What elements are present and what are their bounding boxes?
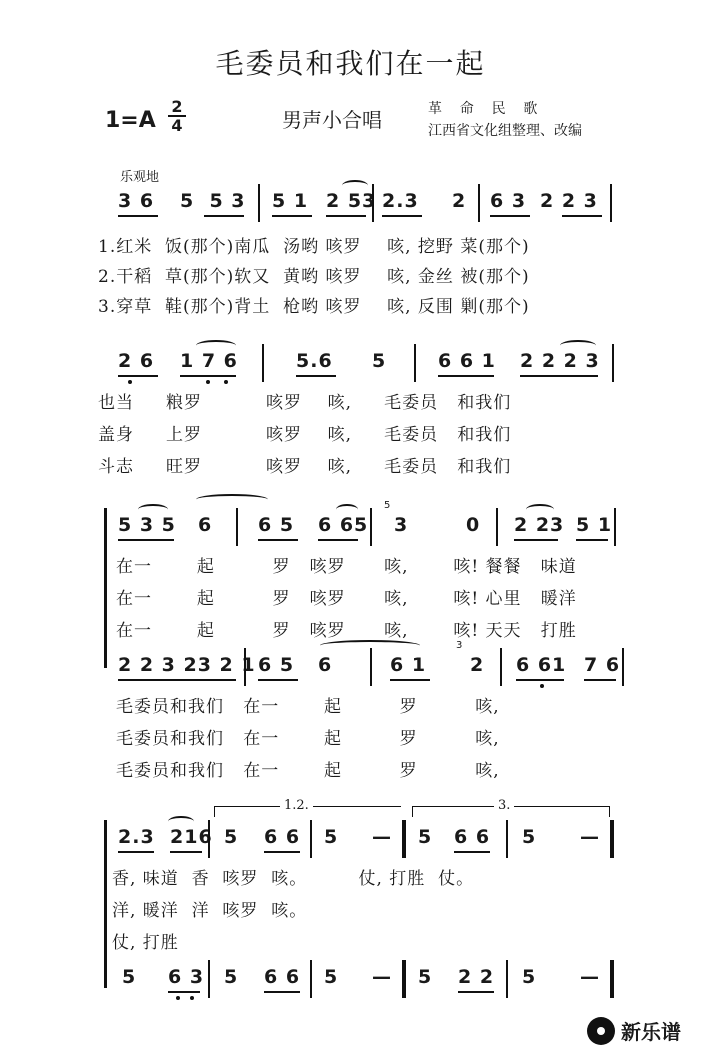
note-group: 6 5	[258, 514, 295, 536]
note-group: —	[372, 826, 392, 848]
note-group: 5	[122, 966, 137, 988]
note-group: 5.6	[296, 350, 333, 372]
note-group: 216	[170, 826, 213, 848]
note-group: 3 6	[118, 190, 155, 212]
note-group: 7 6	[584, 654, 621, 676]
grace-note: 3	[456, 640, 463, 651]
note-group: 5	[418, 826, 433, 848]
disc-icon	[587, 1017, 615, 1045]
note-group: 2 6	[118, 350, 155, 372]
note-group: 5 5 3	[180, 190, 246, 212]
underline	[204, 215, 244, 217]
barline	[496, 508, 498, 546]
lyric-line: 仗, 打胜	[112, 933, 179, 953]
barline	[208, 820, 210, 858]
volta-label-third: 3.	[494, 798, 514, 813]
slur	[168, 816, 194, 827]
slur	[196, 494, 268, 505]
final-barline	[610, 960, 614, 998]
note-group: 6 6	[264, 966, 301, 988]
slur	[336, 504, 358, 515]
note-group: 2 2 2 3	[520, 350, 600, 372]
lyric-line: 3.穿草 鞋(那个)背土 枪哟 咳罗 咳, 反围 剿(那个)	[98, 297, 530, 317]
barline	[372, 184, 374, 222]
slur	[526, 504, 554, 515]
lyric-line: 毛委员和我们 在一 起 罗 咳,	[116, 697, 500, 717]
underline	[258, 539, 298, 541]
note-group: 5	[324, 826, 339, 848]
watermark-text: 新乐谱	[621, 1020, 681, 1044]
underline	[296, 375, 336, 377]
note-group: 1 7 6	[180, 350, 238, 372]
lyric-line: 2.干稻 草(那个)软又 黄哟 咳罗 咳, 金丝 被(那个)	[98, 267, 530, 287]
low-octave-dot	[128, 380, 132, 384]
time-signature-top: 2	[171, 97, 183, 116]
low-octave-dot	[540, 684, 544, 688]
lyric-line: 洋, 暖洋 洋 咳罗 咳。	[112, 901, 308, 921]
note-group: 2 2 3	[540, 190, 598, 212]
notation-row-1	[0, 190, 701, 224]
underline	[454, 851, 490, 853]
underline	[118, 539, 174, 541]
barline	[258, 184, 260, 222]
note-group: 6 61	[516, 654, 567, 676]
barline	[506, 820, 508, 858]
lyric-line: 斗志 旺罗 咳罗 咳, 毛委员 和我们	[98, 457, 512, 477]
underline	[180, 375, 236, 377]
notation-row-5	[0, 826, 701, 860]
barline	[506, 960, 508, 998]
barline	[310, 820, 312, 858]
underline	[170, 851, 202, 853]
note-group: 2.3	[382, 190, 419, 212]
underline	[438, 375, 494, 377]
underline	[562, 215, 602, 217]
performance-form: 男声小合唱	[282, 108, 382, 132]
lyric-line: 在一 起 罗 咳罗 咳, 咳! 心里 暖洋	[116, 589, 577, 609]
underline	[118, 215, 158, 217]
low-octave-dot	[190, 996, 194, 1000]
note-group: 5	[224, 966, 239, 988]
note-group: 6 65	[318, 514, 369, 536]
time-signature	[168, 98, 186, 134]
underline	[258, 679, 298, 681]
key-signature: 1=A	[105, 108, 156, 133]
underline	[118, 679, 236, 681]
underline	[168, 991, 200, 993]
note-group: 6 3	[490, 190, 527, 212]
low-octave-dot	[224, 380, 228, 384]
note-group: 6 1	[390, 654, 427, 676]
note-group: 5 1	[272, 190, 309, 212]
underline	[326, 215, 366, 217]
notation-row-2	[0, 350, 701, 384]
volta-label-first: 1.2.	[280, 798, 313, 813]
underline	[118, 375, 158, 377]
note-group: 2 53	[326, 190, 377, 212]
slur	[560, 340, 596, 351]
note-group: 6	[198, 514, 213, 536]
note-group: 5	[324, 966, 339, 988]
note-group: 5	[522, 826, 537, 848]
slur	[196, 340, 236, 351]
note-group: 2.3	[118, 826, 155, 848]
notation-row-3	[0, 500, 701, 548]
note-group: 5	[418, 966, 433, 988]
note-group: 5 3 5	[118, 514, 176, 536]
note-group: 2	[452, 190, 467, 212]
notation-row-4	[0, 640, 701, 688]
underline	[264, 851, 300, 853]
lyric-line: 毛委员和我们 在一 起 罗 咳,	[116, 761, 500, 781]
barline	[622, 648, 624, 686]
lyric-line: 毛委员和我们 在一 起 罗 咳,	[116, 729, 500, 749]
note-group: 2 2 3 23 2 1	[118, 654, 256, 676]
lyric-line: 在一 起 罗 咳罗 咳, 咳! 餐餐 味道	[116, 557, 577, 577]
underline	[584, 679, 616, 681]
final-barline	[610, 820, 614, 858]
barline	[262, 344, 264, 382]
underline	[520, 375, 598, 377]
barline	[244, 648, 246, 686]
note-group: —	[372, 966, 392, 988]
barline	[478, 184, 480, 222]
underline	[382, 215, 422, 217]
note-group: 5	[522, 966, 537, 988]
watermark-logo	[587, 1016, 681, 1045]
slur	[342, 180, 368, 191]
note-group: 5	[224, 826, 239, 848]
barline	[370, 508, 372, 546]
low-octave-dot	[206, 380, 210, 384]
repeat-barline	[402, 820, 406, 858]
note-group: 2 23	[514, 514, 565, 536]
note-group: 6 6 1	[438, 350, 496, 372]
underline	[118, 851, 154, 853]
underline	[576, 539, 608, 541]
barline	[414, 344, 416, 382]
underline	[264, 991, 300, 993]
note-group: 6	[318, 654, 333, 676]
credit-arranger: 江西省文化组整理、改编	[428, 123, 582, 139]
lyric-line: 香, 味道 香 咳罗 咳。 仗, 打胜 仗。	[112, 869, 475, 889]
underline	[390, 679, 430, 681]
tempo-mood: 乐观地	[120, 170, 160, 185]
note-group: 6 6	[454, 826, 491, 848]
barline	[612, 344, 614, 382]
underline	[516, 679, 564, 681]
note-group: 2	[470, 654, 485, 676]
slur	[320, 640, 420, 651]
underline	[490, 215, 530, 217]
underline	[318, 539, 358, 541]
repeat-barline	[402, 960, 406, 998]
barline	[236, 508, 238, 546]
time-signature-bottom: 4	[168, 115, 186, 134]
note-group: 6 3	[168, 966, 205, 988]
barline	[310, 960, 312, 998]
notation-row-6	[0, 966, 701, 1000]
note-group: 5 1	[576, 514, 613, 536]
note-group: 0	[466, 514, 481, 536]
note-group: 6 6	[264, 826, 301, 848]
barline	[614, 508, 616, 546]
barline	[208, 960, 210, 998]
grace-note: 5	[384, 500, 391, 511]
underline	[272, 215, 312, 217]
note-group: —	[580, 966, 600, 988]
underline	[514, 539, 558, 541]
lyric-line: 也当 粮罗 咳罗 咳, 毛委员 和我们	[98, 393, 512, 413]
lyric-line: 1.红米 饭(那个)南瓜 汤哟 咳罗 咳, 挖野 菜(那个)	[98, 237, 530, 257]
note-group: —	[580, 826, 600, 848]
credit-origin: 革 命 民 歌	[428, 101, 538, 117]
barline	[370, 648, 372, 686]
lyric-line: 盖身 上罗 咳罗 咳, 毛委员 和我们	[98, 425, 512, 445]
underline	[458, 991, 494, 993]
low-octave-dot	[176, 996, 180, 1000]
note-group: 2 2	[458, 966, 495, 988]
slur	[138, 504, 168, 515]
lyric-line: 在一 起 罗 咳罗 咳, 咳! 天天 打胜	[116, 621, 577, 641]
note-group: 6 5	[258, 654, 295, 676]
barline	[610, 184, 612, 222]
note-group: 3	[394, 514, 409, 536]
song-title: 毛委员和我们在一起	[215, 47, 486, 80]
note-group: 5	[372, 350, 387, 372]
barline	[500, 648, 502, 686]
